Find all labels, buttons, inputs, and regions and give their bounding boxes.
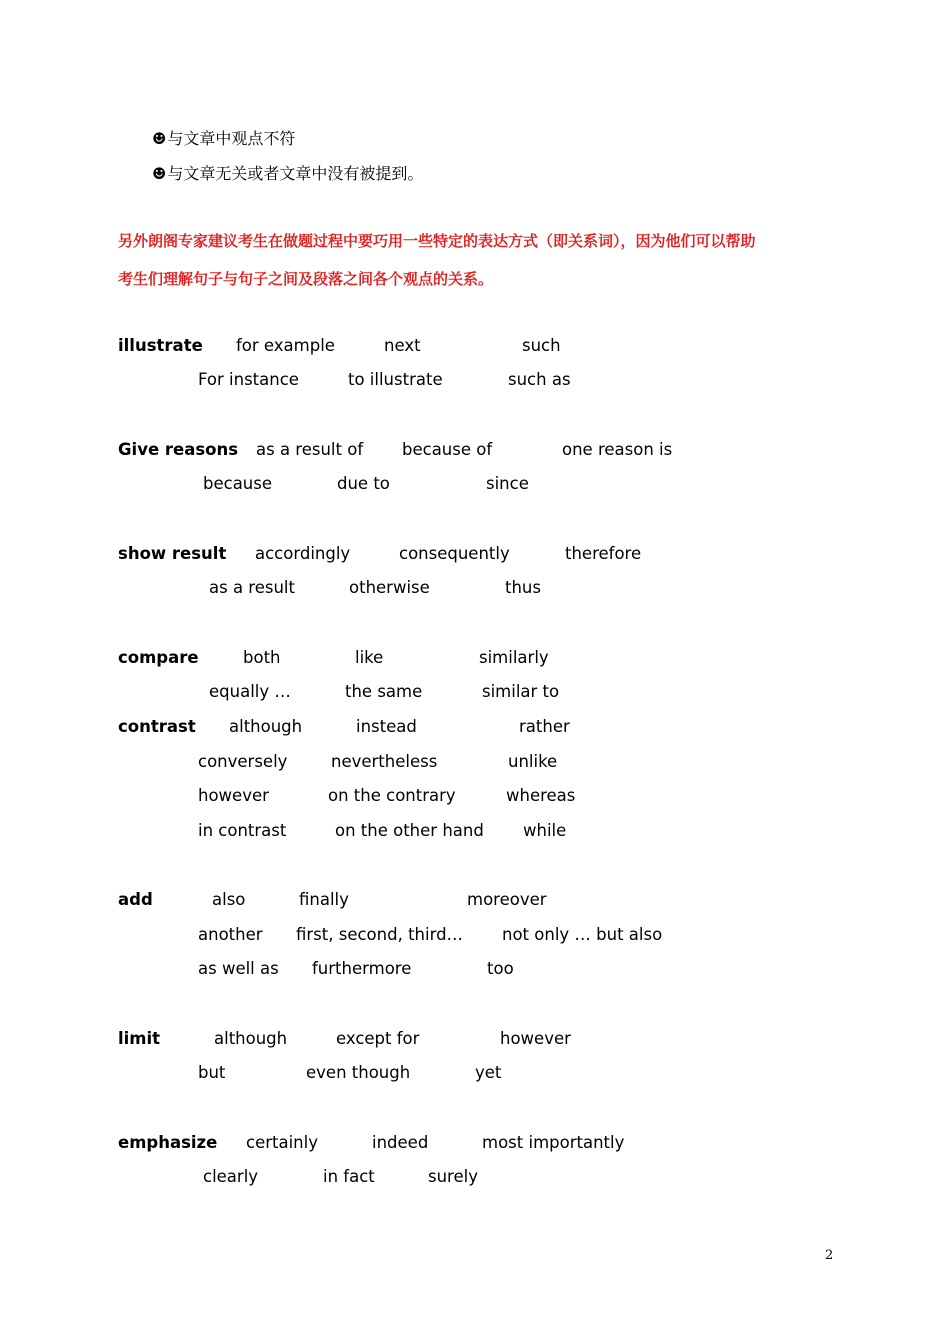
bullet-item xyxy=(152,161,423,184)
term: whereas xyxy=(506,786,576,805)
term: as a result xyxy=(209,578,295,597)
term: moreover xyxy=(467,890,547,909)
page-number: 2 xyxy=(825,1248,834,1263)
term: on the other hand xyxy=(335,821,484,840)
group-title-compare: compare xyxy=(118,648,199,667)
group-title-illustrate: illustrate xyxy=(118,336,203,355)
term: too xyxy=(487,959,514,978)
smiley-icon: ☻ xyxy=(152,164,167,183)
term: not only … but also xyxy=(502,925,663,944)
term: consequently xyxy=(399,544,510,563)
term: because xyxy=(203,474,273,493)
term: since xyxy=(486,474,529,493)
term: nevertheless xyxy=(331,752,438,771)
term: for example xyxy=(236,336,335,355)
term: such xyxy=(522,336,561,355)
term: the same xyxy=(345,682,423,701)
term: while xyxy=(523,821,567,840)
term: in fact xyxy=(323,1167,375,1186)
term: therefore xyxy=(565,544,642,563)
bullet-text: 与文章中观点不符 xyxy=(167,129,296,148)
term: such as xyxy=(508,370,571,389)
term: due to xyxy=(337,474,390,493)
advice-line-1: 另外朗阁专家建议考生在做题过程中要巧用一些特定的表达方式（即关系词），因为他们可以帮助 xyxy=(118,232,756,250)
group-title-show-result: show result xyxy=(118,544,227,563)
term: on the contrary xyxy=(328,786,456,805)
term: to illustrate xyxy=(348,370,443,389)
term: even though xyxy=(306,1063,411,1082)
group-title-add: add xyxy=(118,890,153,909)
term: another xyxy=(198,925,263,944)
group-title-emphasize: emphasize xyxy=(118,1133,218,1152)
term: however xyxy=(500,1029,571,1048)
group-title-give-reasons: Give reasons xyxy=(118,440,239,459)
term: although xyxy=(229,717,303,736)
bullet-item xyxy=(152,126,295,149)
group-title-contrast: contrast xyxy=(118,717,196,736)
bullet-text: 与文章无关或者文章中没有被提到。 xyxy=(167,164,424,183)
advice-line-2: 考生们理解句子与句子之间及段落之间各个观点的关系。 xyxy=(118,270,494,288)
term: instead xyxy=(356,717,417,736)
term: also xyxy=(212,890,246,909)
term: finally xyxy=(299,890,349,909)
term: otherwise xyxy=(349,578,430,597)
term: thus xyxy=(505,578,541,597)
term: next xyxy=(384,336,421,355)
term: but xyxy=(198,1063,226,1082)
term: equally … xyxy=(209,682,291,701)
term: certainly xyxy=(246,1133,318,1152)
term: rather xyxy=(519,717,570,736)
term: similarly xyxy=(479,648,549,667)
term: yet xyxy=(475,1063,502,1082)
term: both xyxy=(243,648,281,667)
term: conversely xyxy=(198,752,288,771)
term: most importantly xyxy=(482,1133,625,1152)
term: as a result of xyxy=(256,440,364,459)
term: first, second, third… xyxy=(296,925,464,944)
term: indeed xyxy=(372,1133,429,1152)
term: furthermore xyxy=(312,959,412,978)
term: although xyxy=(214,1029,288,1048)
smiley-icon: ☻ xyxy=(152,129,167,148)
term: surely xyxy=(428,1167,478,1186)
term: For instance xyxy=(198,370,299,389)
term: accordingly xyxy=(255,544,351,563)
term: because of xyxy=(402,440,493,459)
term: in contrast xyxy=(198,821,287,840)
term: one reason is xyxy=(562,440,673,459)
group-title-limit: limit xyxy=(118,1029,161,1048)
term: clearly xyxy=(203,1167,259,1186)
term: except for xyxy=(336,1029,420,1048)
term: like xyxy=(355,648,384,667)
term: as well as xyxy=(198,959,279,978)
term: unlike xyxy=(508,752,558,771)
term: however xyxy=(198,786,269,805)
term: similar to xyxy=(482,682,560,701)
